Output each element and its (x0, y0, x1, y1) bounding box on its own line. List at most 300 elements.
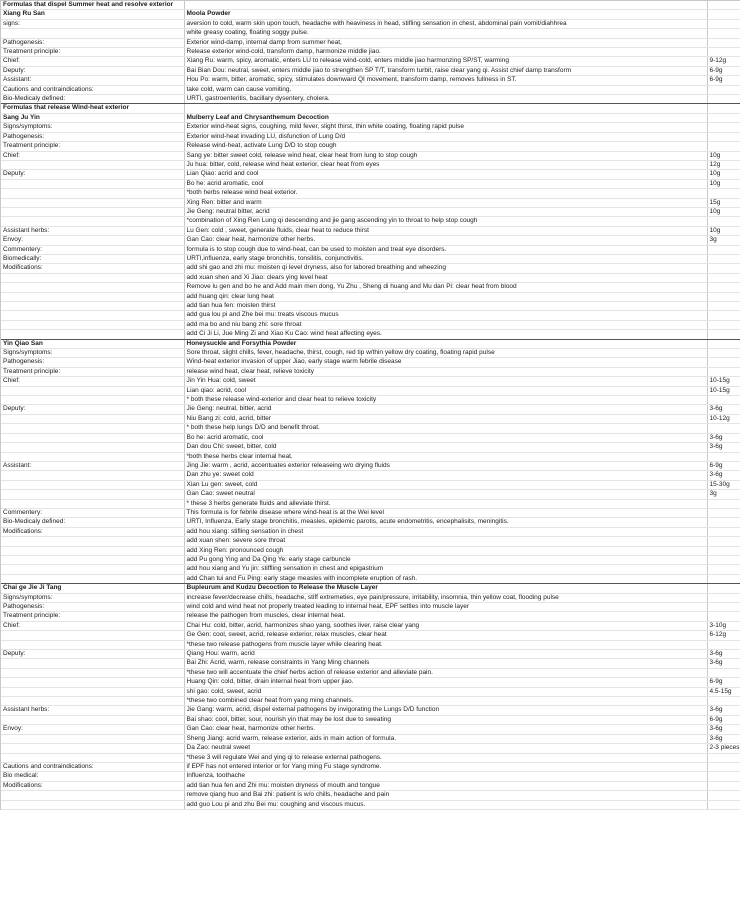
dosage-cell[interactable] (707, 273, 740, 282)
table-row (1, 772, 740, 781)
dosage-cell[interactable] (707, 1, 740, 10)
table-row (1, 254, 740, 263)
content-cell[interactable]: *both these herbs clear internal heat. (184, 452, 707, 461)
content-cell[interactable]: Jin Yin Hua: cold, sweet (184, 377, 707, 386)
label-cell[interactable] (1, 29, 184, 38)
dosage-cell[interactable] (707, 132, 740, 141)
content-cell[interactable]: Gan Cao: clear heat, harmonize other herbs. (184, 725, 707, 734)
content-cell[interactable]: Bai Zhi: Acrid, warm, release constraints in Yang Ming channels (184, 659, 707, 668)
content-cell[interactable]: Lu Gen: cold , sweet, generate fluids, clear heat to reduce thirst (184, 226, 707, 235)
dosage-cell[interactable] (707, 555, 740, 564)
dosage-cell[interactable] (707, 668, 740, 677)
dosage-cell[interactable] (707, 189, 740, 198)
label-cell[interactable]: Biomedically: (1, 254, 184, 263)
dosage-cell[interactable] (707, 38, 740, 47)
content-cell[interactable]: Ju hua: bitter, cold, release wind heat exterior, clear heat from eyes (184, 160, 707, 169)
label-cell[interactable]: Assistant herbs: (1, 706, 184, 715)
table-row (1, 791, 740, 800)
dosage-cell[interactable] (707, 292, 740, 301)
dosage-cell[interactable] (707, 791, 740, 800)
content-cell[interactable]: *these two combined clear heat from yang ming channels. (184, 697, 707, 706)
dosage-cell[interactable]: 6-9g (707, 461, 740, 470)
content-cell[interactable]: Exterior wind-heat signs, coughing, mild fever, slight thirst, thin white coating, floating rapid pulse (184, 123, 707, 132)
dosage-cell[interactable]: 3-6g (707, 734, 740, 743)
label-cell[interactable]: Modifications: (1, 527, 184, 536)
label-cell[interactable] (1, 160, 184, 169)
dosage-cell[interactable] (707, 217, 740, 226)
content-cell[interactable]: Jing Jie: warm , acrid, accentuates exterior releaseing w/o drying fluids (184, 461, 707, 470)
dosage-cell[interactable] (707, 113, 740, 122)
content-cell[interactable]: *both herbs release wind heat exterior. (184, 189, 707, 198)
content-cell[interactable]: Bupleurum and Kudzu Decoction to Release the Muscle Layer (184, 584, 707, 593)
label-cell[interactable] (1, 565, 184, 574)
label-cell[interactable] (1, 414, 184, 423)
content-cell[interactable]: Sore throat, slight chills, fever, headache, thirst, cough, red tip w/thin yellow dry coating, floating rapid pulse (184, 349, 707, 358)
label-cell[interactable] (1, 311, 184, 320)
content-cell[interactable]: Gan Cao: sweet neutral (184, 490, 707, 499)
table-row (1, 19, 740, 28)
table-row (1, 762, 740, 771)
table-row (1, 659, 740, 668)
content-cell[interactable]: Remove lu gen and bo he and Add main men dong, Yu Zhu , Sheng di huang and Mu dan Pi: clear heat from blood (184, 283, 707, 292)
content-cell[interactable]: URTI,influenza, early stage bronchitis, tonsilitis, conjunctivitis. (184, 254, 707, 263)
label-cell[interactable] (1, 283, 184, 292)
label-cell[interactable] (1, 715, 184, 724)
content-cell[interactable]: aversion to cold, warm skin upon touch, headache with heaviness in head, stifling sensation in chest, abdominal pain vomit/diahhrea (184, 19, 707, 28)
table-row (1, 499, 740, 508)
label-cell[interactable]: Assistant: (1, 461, 184, 470)
content-cell[interactable]: Sang ye: bitter sweet cold, release wind heat, clear heat from lung to stop cough (184, 151, 707, 160)
dosage-cell[interactable]: 10-15g (707, 386, 740, 395)
content-cell[interactable]: add guo Lou pi and zhu Bei mu: coughing and viscous mucus. (184, 800, 707, 809)
table-row (1, 76, 740, 85)
dosage-cell[interactable]: 6-9g (707, 76, 740, 85)
content-cell[interactable]: remove qiang huo and Bai zhi: patient is w/o chills, headache and pain (184, 791, 707, 800)
label-cell[interactable] (1, 659, 184, 668)
content-cell[interactable]: white greasy coating, floating soggy pulse. (184, 29, 707, 38)
content-cell[interactable]: Chai Hu: cold, bitter, acrid, harmonizes shao yang, soothes liver, raise clear yang (184, 621, 707, 630)
content-cell[interactable]: Honeysuckle and Forsythia Powder (184, 339, 707, 348)
table-row (1, 264, 740, 273)
label-cell[interactable]: Formulas that release Wind-heat exterior (1, 104, 184, 113)
content-cell[interactable]: Niu Bang zi: cold, acrid, bitter (184, 414, 707, 423)
content-cell[interactable]: * both these release wind-exterior and clear heat to relieve toxicity (184, 396, 707, 405)
label-cell[interactable]: Sang Ju Yin (1, 113, 184, 122)
label-cell[interactable]: Modifications: (1, 781, 184, 790)
label-cell[interactable]: Chai ge Jie Ji Tang (1, 584, 184, 593)
content-cell[interactable]: Bo he: acrid aromatic, cool (184, 433, 707, 442)
content-cell[interactable]: add hou xiang: stifling sensation in chest (184, 527, 707, 536)
dosage-cell[interactable]: 6-12g (707, 631, 740, 640)
label-cell[interactable]: Bio medical: (1, 772, 184, 781)
content-cell[interactable]: Xing Ren: bitter and warm (184, 198, 707, 207)
section-header-row (1, 1, 740, 10)
label-cell[interactable] (1, 640, 184, 649)
label-cell[interactable] (1, 207, 184, 216)
dosage-cell[interactable]: 3-6g (707, 471, 740, 480)
label-cell[interactable] (1, 668, 184, 677)
label-cell[interactable] (1, 490, 184, 499)
content-cell[interactable]: Dan zhu ye: sweet cold (184, 471, 707, 480)
label-cell[interactable]: Pathogenesis: (1, 603, 184, 612)
dosage-cell[interactable] (707, 283, 740, 292)
label-cell[interactable] (1, 424, 184, 433)
dosage-cell[interactable]: 6-9g (707, 678, 740, 687)
content-cell[interactable]: Release exterior wind-cold, transform damp, harmonize middle jiao. (184, 48, 707, 57)
content-cell[interactable]: Lian Qiao: acrid and cool (184, 170, 707, 179)
dosage-cell[interactable]: 15g (707, 198, 740, 207)
dosage-cell[interactable] (707, 603, 740, 612)
label-cell[interactable]: Chief: (1, 377, 184, 386)
dosage-cell[interactable] (707, 10, 740, 19)
table-row (1, 753, 740, 762)
label-cell[interactable]: Chief: (1, 151, 184, 160)
dosage-cell[interactable]: 3-6g (707, 659, 740, 668)
label-cell[interactable]: Assistant: (1, 76, 184, 85)
dosage-cell[interactable] (707, 546, 740, 555)
dosage-cell[interactable] (707, 612, 740, 621)
content-cell[interactable]: add Chan tui and Fu Ping: early stage measles with incomplete eruption of rash. (184, 574, 707, 583)
dosage-cell[interactable] (707, 527, 740, 536)
dosage-cell[interactable]: 3-6g (707, 650, 740, 659)
dosage-cell[interactable] (707, 254, 740, 263)
dosage-cell[interactable]: 3-6g (707, 725, 740, 734)
content-cell[interactable]: * both these help lungs D/D and benefit throat. (184, 424, 707, 433)
label-cell[interactable] (1, 396, 184, 405)
dosage-cell[interactable] (707, 574, 740, 583)
dosage-cell[interactable]: 9-12g (707, 57, 740, 66)
label-cell[interactable]: Deputy: (1, 650, 184, 659)
content-cell[interactable]: release the pathogen from muscles, clear internal heat. (184, 612, 707, 621)
label-cell[interactable]: Pathogenesis: (1, 358, 184, 367)
dosage-cell[interactable]: 3-10g (707, 621, 740, 630)
dosage-cell[interactable]: 10g (707, 207, 740, 216)
dosage-cell[interactable] (707, 19, 740, 28)
table-row (1, 471, 740, 480)
dosage-cell[interactable]: 10-15g (707, 377, 740, 386)
dosage-cell[interactable]: 6-9g (707, 66, 740, 75)
label-cell[interactable]: Treatment principle: (1, 612, 184, 621)
label-cell[interactable] (1, 471, 184, 480)
label-cell[interactable] (1, 791, 184, 800)
content-cell[interactable]: Lian qiao: acrid, cool (184, 386, 707, 395)
dosage-cell[interactable] (707, 349, 740, 358)
dosage-cell[interactable] (707, 339, 740, 348)
content-cell[interactable]: shi gao: cold, sweet, acrid (184, 687, 707, 696)
dosage-cell[interactable] (707, 781, 740, 790)
label-cell[interactable]: Treatment principle: (1, 48, 184, 57)
dosage-cell[interactable]: 3-6g (707, 706, 740, 715)
content-cell[interactable]: release wind heat, clear heat, relieve toxicity (184, 367, 707, 376)
content-cell[interactable]: take cold, warm can cause vomiting. (184, 85, 707, 94)
dosage-cell[interactable] (707, 245, 740, 254)
table-row (1, 226, 740, 235)
content-cell[interactable]: add Ci Ji Li, Jue Ming Zi and Xiao Ku Cao: wind heat affecting eyes. (184, 330, 707, 339)
dosage-cell[interactable] (707, 358, 740, 367)
dosage-cell[interactable] (707, 311, 740, 320)
content-cell[interactable]: Jie Geng: neutral bitter, acrid (184, 207, 707, 216)
dosage-cell[interactable] (707, 264, 740, 273)
label-cell[interactable] (1, 386, 184, 395)
dosage-cell[interactable]: 15-30g (707, 480, 740, 489)
dosage-cell[interactable] (707, 508, 740, 517)
label-cell[interactable]: Pathogenesis: (1, 38, 184, 47)
table-row (1, 518, 740, 527)
content-cell[interactable]: Jie Gang: warm, acrid, dispel external pathogens by invigorating the Lungs D/D function (184, 706, 707, 715)
table-row (1, 217, 740, 226)
content-cell[interactable]: * these 3 herbs generate fluids and alleviate thirst. (184, 499, 707, 508)
label-cell[interactable] (1, 480, 184, 489)
dosage-cell[interactable]: 12g (707, 160, 740, 169)
table-row (1, 132, 740, 141)
content-cell[interactable]: if EPF has not entered interior or for Yang ming Fu stage syndrome. (184, 762, 707, 771)
content-cell[interactable]: add Pu gong Ying and Da Qing Ye: early stage carbuncle (184, 555, 707, 564)
label-cell[interactable] (1, 734, 184, 743)
content-cell[interactable]: add tian hua fen and Zhi mu: moisten dryness of mouth and tongue (184, 781, 707, 790)
label-cell[interactable] (1, 753, 184, 762)
content-cell[interactable]: add Xing Ren: pronounced cough (184, 546, 707, 555)
table-row (1, 546, 740, 555)
label-cell[interactable] (1, 189, 184, 198)
dosage-cell[interactable] (707, 565, 740, 574)
dosage-cell[interactable] (707, 753, 740, 762)
content-cell[interactable]: Bo he: acrid aromatic, cool (184, 179, 707, 188)
table-row (1, 311, 740, 320)
dosage-cell[interactable] (707, 320, 740, 329)
content-cell[interactable]: *these two release pathogens from muscle layer while clearing heat. (184, 640, 707, 649)
table-row (1, 593, 740, 602)
label-cell[interactable] (1, 443, 184, 452)
table-row (1, 734, 740, 743)
label-cell[interactable] (1, 555, 184, 564)
content-cell[interactable]: Gan Cao: clear heat, harmonize other herbs. (184, 236, 707, 245)
dosage-cell[interactable] (707, 302, 740, 311)
table-row (1, 480, 740, 489)
table-row (1, 198, 740, 207)
label-cell[interactable]: Cautions and contraindications: (1, 85, 184, 94)
table-row (1, 396, 740, 405)
table-row (1, 461, 740, 470)
label-cell[interactable] (1, 631, 184, 640)
content-cell[interactable]: Da Zao: neutral sweet (184, 744, 707, 753)
label-cell[interactable]: Envoy: (1, 236, 184, 245)
dosage-cell[interactable] (707, 584, 740, 593)
label-cell[interactable]: Cautions and contraindications: (1, 762, 184, 771)
label-cell[interactable] (1, 697, 184, 706)
content-cell[interactable] (184, 104, 707, 113)
table-row (1, 386, 740, 395)
label-cell[interactable]: Chief: (1, 621, 184, 630)
content-cell[interactable]: URTI, Influenza, Early stage bronchitis, measles, epidemic parotis, acute endometritis, encephalisits, meningitis. (184, 518, 707, 527)
dosage-cell[interactable] (707, 85, 740, 94)
dosage-cell[interactable]: 6-9g (707, 715, 740, 724)
dosage-cell[interactable]: 3g (707, 490, 740, 499)
content-cell[interactable]: Dan dou Chi: sweet, bitter, cold (184, 443, 707, 452)
dosage-cell[interactable] (707, 396, 740, 405)
dosage-cell[interactable] (707, 29, 740, 38)
content-cell[interactable]: Sheng Jiang: acrid warm, release exterior, aids in main action of formula. (184, 734, 707, 743)
label-cell[interactable] (1, 320, 184, 329)
dosage-cell[interactable]: 3g (707, 236, 740, 245)
dosage-cell[interactable] (707, 330, 740, 339)
table-row (1, 66, 740, 75)
dosage-cell[interactable] (707, 499, 740, 508)
label-cell[interactable] (1, 537, 184, 546)
table-row (1, 358, 740, 367)
label-cell[interactable] (1, 273, 184, 282)
content-cell[interactable]: add shi gao and zhi mu: moisten qi level dryness, also for labored breathing and wheezing (184, 264, 707, 273)
label-cell[interactable]: Signs/symptoms: (1, 123, 184, 132)
table-row (1, 725, 740, 734)
formula-header-row (1, 10, 740, 19)
label-cell[interactable] (1, 546, 184, 555)
content-cell[interactable]: Huang Qin: cold, bitter, drain internal heat from upper jiao. (184, 678, 707, 687)
dosage-cell[interactable]: 3-6g (707, 443, 740, 452)
content-cell[interactable]: add ma bo and niu bang zhi: sore throat (184, 320, 707, 329)
label-cell[interactable]: Treatment principle: (1, 142, 184, 151)
dosage-cell[interactable] (707, 593, 740, 602)
dosage-cell[interactable] (707, 48, 740, 57)
label-cell[interactable]: Modifications: (1, 264, 184, 273)
content-cell[interactable]: Moola Powder (184, 10, 707, 19)
table-row (1, 490, 740, 499)
dosage-cell[interactable]: 4.5-15g (707, 687, 740, 696)
label-cell[interactable] (1, 302, 184, 311)
content-cell[interactable]: add huang qin: clear lung heat (184, 292, 707, 301)
table-row (1, 170, 740, 179)
label-cell[interactable]: signs: (1, 19, 184, 28)
content-cell[interactable]: Xian Lu gen: sweet, cold (184, 480, 707, 489)
label-cell[interactable]: Pathogenesis: (1, 132, 184, 141)
dosage-cell[interactable]: 2-3 pieces (707, 744, 740, 753)
content-cell[interactable]: *combination of Xing Ren Lung qi descending and jie gang ascending yin to throat to help stop cough (184, 217, 707, 226)
content-cell[interactable]: Jie Geng: neutral, bitter, acrid (184, 405, 707, 414)
label-cell[interactable]: Deputy: (1, 170, 184, 179)
content-cell[interactable]: formula is to stop cough due to wind-heat, can be used to moisten and treat eye disorders. (184, 245, 707, 254)
content-cell[interactable]: add gua lou pi and Zhe bei mu: treats viscous mucus (184, 311, 707, 320)
content-cell[interactable]: Bai Bian Dou: neutral, sweet, enters middle jiao to strengthen SP T/T, transform turbit, raise clear yang qi. Assist chief damp transform (184, 66, 707, 75)
label-cell[interactable]: Assistant herbs: (1, 226, 184, 235)
content-cell[interactable]: add tian hua fen: moisten thirst (184, 302, 707, 311)
dosage-cell[interactable] (707, 367, 740, 376)
table-row (1, 537, 740, 546)
label-cell[interactable]: Signs/symptoms: (1, 593, 184, 602)
content-cell[interactable]: Release wind-heat, activate Lung D/D to stop cough (184, 142, 707, 151)
content-cell[interactable]: add xuan shen and Xi Jiao: clears ying level heat (184, 273, 707, 282)
dosage-cell[interactable] (707, 518, 740, 527)
content-cell[interactable]: *these 3 will regulate Wei and ying qi to release external pathogens. (184, 753, 707, 762)
content-cell[interactable]: Hou Po: warm, bitter, aromatic, spicy, stimulates downward QI movement, transform damp, removes fullness in ST. (184, 76, 707, 85)
label-cell[interactable]: Bio-Medicaly defined: (1, 95, 184, 104)
label-cell[interactable]: Bio-Medicaly defined: (1, 518, 184, 527)
label-cell[interactable] (1, 687, 184, 696)
table-row (1, 744, 740, 753)
content-cell[interactable]: URTI, gastroenteritis, bacillary dysentery, cholera. (184, 95, 707, 104)
dosage-cell[interactable] (707, 800, 740, 809)
dosage-cell[interactable] (707, 537, 740, 546)
table-row (1, 292, 740, 301)
content-cell[interactable]: Xiang Ru: warm, spicy, aromatic, enters LU to release wind-cold, enters middle jiao harmonzing SP/ST, warming (184, 57, 707, 66)
dosage-cell[interactable]: 3-6g (707, 433, 740, 442)
dosage-cell[interactable] (707, 452, 740, 461)
dosage-cell[interactable] (707, 424, 740, 433)
content-cell[interactable] (184, 1, 707, 10)
table-row (1, 85, 740, 94)
label-cell[interactable]: Treatment principle: (1, 367, 184, 376)
content-cell[interactable]: add xuan shen: severe sore throat (184, 537, 707, 546)
dosage-cell[interactable]: 10g (707, 179, 740, 188)
dosage-cell[interactable] (707, 762, 740, 771)
dosage-cell[interactable] (707, 697, 740, 706)
label-cell[interactable]: Xiang Ru San (1, 10, 184, 19)
content-cell[interactable]: Bai shao: cool, bitter, sour, nourish yin that may be lost due to sweating (184, 715, 707, 724)
content-cell[interactable]: Mulberry Leaf and Chrysanthemum Decoction (184, 113, 707, 122)
label-cell[interactable]: Yin Qiao San (1, 339, 184, 348)
dosage-cell[interactable]: 3-6g (707, 405, 740, 414)
label-cell[interactable] (1, 292, 184, 301)
label-cell[interactable] (1, 678, 184, 687)
label-cell[interactable]: Envoy: (1, 725, 184, 734)
table-row (1, 574, 740, 583)
content-cell[interactable]: Ge Gen: cool, sweet, acrid, release exterior, relax muscles, clear heat (184, 631, 707, 640)
label-cell[interactable]: Formulas that dispel Summer heat and resolve exterior (1, 1, 184, 10)
content-cell[interactable]: wind cold and wind heat not properly treated leading to internal heat, EPF settles into muscle layer (184, 603, 707, 612)
dosage-cell[interactable] (707, 123, 740, 132)
label-cell[interactable]: Deputy: (1, 405, 184, 414)
content-cell[interactable]: This formula is for febrile disease where wind-heat is at the Wei level (184, 508, 707, 517)
content-cell[interactable]: Influenza, toothache (184, 772, 707, 781)
label-cell[interactable]: Commentery: (1, 508, 184, 517)
label-cell[interactable] (1, 800, 184, 809)
dosage-cell[interactable]: 10g (707, 226, 740, 235)
content-cell[interactable]: Exterior wind-heat invading LU, disfunction of Lung D/d (184, 132, 707, 141)
table-row (1, 414, 740, 423)
label-cell[interactable] (1, 198, 184, 207)
label-cell[interactable]: Deputy: (1, 66, 184, 75)
label-cell[interactable] (1, 744, 184, 753)
dosage-cell[interactable] (707, 104, 740, 113)
content-cell[interactable]: add hou xiang and Yu jin: stiffling sensation in chest and epigastrium (184, 565, 707, 574)
dosage-cell[interactable] (707, 142, 740, 151)
label-cell[interactable] (1, 330, 184, 339)
content-cell[interactable]: increase fever/decrease chills, headache, stiff extremeties, eye pain/pressure, irritability, insomnia, thin yellow coat, flooding pulse (184, 593, 707, 602)
table-row (1, 29, 740, 38)
label-cell[interactable] (1, 574, 184, 583)
dosage-cell[interactable]: 10-12g (707, 414, 740, 423)
content-cell[interactable]: Wind-heat exterior invasion of upper Jiao, early stage warm febrile disease (184, 358, 707, 367)
dosage-cell[interactable]: 10g (707, 151, 740, 160)
content-cell[interactable]: *these two will accentuate the chief herbs action of release exterior and alleviate pain. (184, 668, 707, 677)
table-row (1, 189, 740, 198)
label-cell[interactable] (1, 499, 184, 508)
dosage-cell[interactable] (707, 95, 740, 104)
label-cell[interactable]: Signs/symptoms: (1, 349, 184, 358)
label-cell[interactable] (1, 217, 184, 226)
content-cell[interactable]: Qiang Hou: warm, acrid (184, 650, 707, 659)
dosage-cell[interactable] (707, 640, 740, 649)
dosage-cell[interactable]: 10g (707, 170, 740, 179)
dosage-cell[interactable] (707, 772, 740, 781)
table-row (1, 349, 740, 358)
label-cell[interactable]: Commentery: (1, 245, 184, 254)
table-row (1, 405, 740, 414)
label-cell[interactable] (1, 179, 184, 188)
label-cell[interactable]: Chief: (1, 57, 184, 66)
label-cell[interactable] (1, 452, 184, 461)
content-cell[interactable]: Exterior wind-damp, internal damp from summer heat, (184, 38, 707, 47)
table-row (1, 320, 740, 329)
label-cell[interactable] (1, 433, 184, 442)
